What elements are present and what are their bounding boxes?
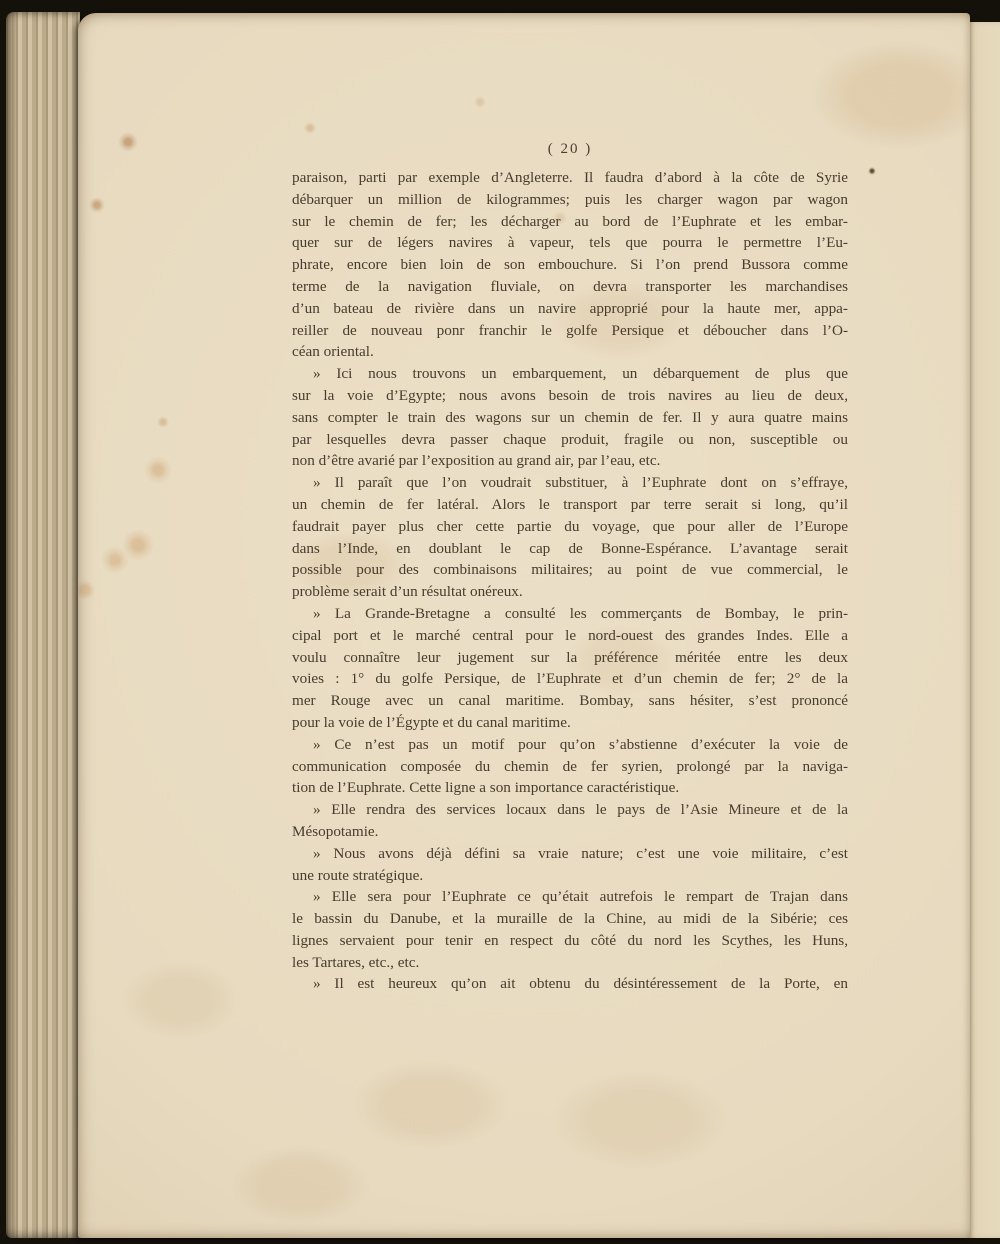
text-line: voulu connaître leur jugement sur la préférence méritée entre les deux — [292, 648, 848, 666]
paragraph — [292, 843, 848, 887]
text-line: d’un bateau de rivière dans un navire approprié pour la haute mer, appa- — [292, 299, 848, 317]
book-page — [78, 13, 970, 1238]
page-number: ( 20 ) — [547, 141, 593, 157]
text-line: communication composée du chemin de fer syrien, prolongé par la naviga- — [292, 757, 848, 775]
text-line: reiller de nouveau ponr franchir le golfe Persique et déboucher dans l’O- — [292, 321, 848, 339]
paragraph — [292, 363, 848, 472]
paragraph — [292, 472, 848, 603]
text-line: débarquer un million de kilogrammes; puis les charger wagon par wagon — [292, 190, 848, 208]
text-line: » Il est heureux qu’on ait obtenu du désintéressement de la Porte, en — [313, 975, 848, 993]
text-line: pour la voie de l’Égypte et du canal maritime. — [292, 713, 571, 731]
paragraph — [292, 886, 848, 973]
text-line: un chemin de fer latéral. Alors le transport par terre serait si long, qu’il — [292, 495, 848, 513]
text-line: » La Grande-Bretagne a consulté les commerçants de Bombay, le prin- — [313, 604, 848, 622]
paragraph — [292, 799, 848, 843]
paragraph — [292, 973, 848, 995]
text-line: terme de la navigation fluviale, on devra transporter les marchandises — [292, 277, 848, 295]
page-text — [292, 167, 848, 995]
text-line: dans l’Inde, en doublant le cap de Bonne-Espérance. L’avantage serait — [292, 539, 848, 557]
text-line: une route stratégique. — [292, 866, 424, 884]
text-line: lignes servaient pour tenir en respect du côté du nord les Scythes, les Huns, — [292, 931, 848, 949]
text-line: possible pour des combinaisons militaires; au point de vue commercial, le — [292, 561, 848, 579]
text-line: » Ce n’est pas un motif pour qu’on s’abstienne d’exécuter la voie de — [313, 735, 848, 753]
text-line: » Elle sera pour l’Euphrate ce qu’était autrefois le rempart de Trajan dans — [313, 888, 848, 906]
text-line: non d’être avarié par l’exposition au grand air, par l’eau, etc. — [292, 452, 661, 470]
paragraph — [292, 167, 848, 363]
text-line: les Tartares, etc., etc. — [292, 953, 420, 971]
text-line: problème serait d’un résultat onéreux. — [292, 583, 523, 601]
text-line: voies : 1° du golfe Persique, de l’Euphrate et d’un chemin de fer; 2° de la — [292, 670, 848, 688]
text-line: quer sur de légers navires à vapeur, tels que pourra le permettre l’Eu- — [292, 234, 848, 252]
text-line: » Ici nous trouvons un embarquement, un débarquement de plus que — [313, 365, 848, 383]
text-line: céan oriental. — [292, 343, 374, 361]
text-line: faudrait payer plus cher cette partie du voyage, que pour aller de l’Europe — [292, 517, 848, 535]
text-line: sans compter le train des wagons sur un chemin de fer. Il y aura quatre mains — [292, 408, 848, 426]
text-line: sur le chemin de fer; les décharger au bord de l’Euphrate et les embar- — [292, 212, 848, 230]
paragraph — [292, 603, 848, 734]
text-line: le bassin du Danube, et la muraille de la Chine, au midi de la Sibérie; ces — [292, 910, 848, 928]
text-line: tion de l’Euphrate. Cette ligne a son importance caractéristique. — [292, 779, 680, 797]
text-line: » Il paraît que l’on voudrait substituer, à l’Euphrate dont on s’effraye, — [313, 474, 848, 492]
text-line: cipal port et le marché central pour le nord-ouest des grandes Indes. Elle a — [292, 626, 848, 644]
text-line: » Elle rendra des services locaux dans le pays de l’Asie Mineure et de la — [313, 801, 848, 819]
text-line: » Nous avons déjà défini sa vraie nature; c’est une voie militaire, c’est — [313, 844, 848, 862]
paragraph — [292, 734, 848, 799]
text-line: paraison, parti par exemple d’Angleterre. Il faudra d’abord à la côte de Syrie — [292, 169, 848, 186]
text-line: phrate, encore bien loin de son embouchure. Si l’on prend Bussora comme — [292, 256, 848, 274]
text-line: mer Rouge avec un canal maritime. Bombay, sans hésiter, s’est prononcé — [292, 692, 848, 710]
book-page-edges — [6, 12, 80, 1238]
text-line: Mésopotamie. — [292, 822, 379, 840]
text-line: par lesquelles devra passer chaque produit, fragile ou non, susceptible ou — [292, 430, 848, 448]
text-line: sur la voie d’Egypte; nous avons besoin de trois navires au lieu de deux, — [292, 386, 848, 404]
next-leaf-edge — [966, 22, 1000, 1238]
